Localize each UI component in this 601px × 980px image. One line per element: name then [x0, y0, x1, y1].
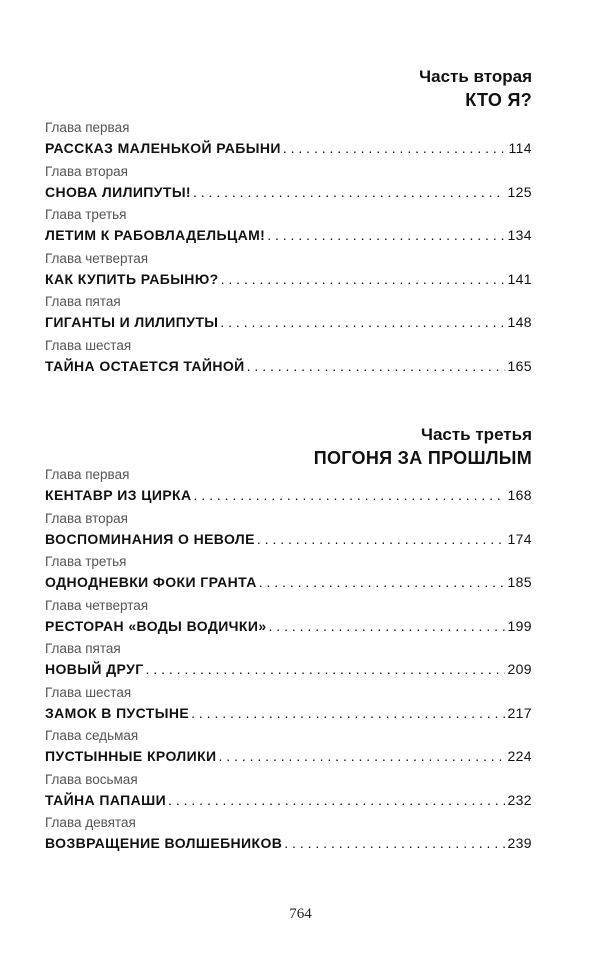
- chapter-label: Глава третья: [45, 554, 127, 569]
- chapter-title: ТАЙНА ПАПАШИ: [45, 791, 167, 808]
- chapter-line: [45, 571, 532, 593]
- chapter-title: ВОЗВРАЩЕНИЕ ВОЛШЕБНИКОВ: [45, 835, 283, 851]
- chapter-line: [45, 224, 532, 246]
- chapter-title: НОВЫЙ ДРУГ: [45, 661, 144, 677]
- toc-entry[interactable]: [45, 118, 532, 162]
- toc-entry[interactable]: [45, 813, 532, 857]
- chapter-page: 185: [507, 574, 532, 590]
- chapter-page: 165: [507, 357, 532, 374]
- chapter-title: ВОСПОМИНАНИЯ О НЕВОЛЕ: [45, 530, 255, 547]
- part-header: [45, 66, 532, 112]
- dot-leader: [257, 528, 506, 550]
- part-title: КТО Я?: [465, 90, 532, 110]
- chapter-page: 114: [508, 140, 532, 156]
- dot-leader: [267, 224, 505, 246]
- chapter-label: Глава пятая: [45, 641, 121, 656]
- chapter-title: ОДНОДНЕВКИ ФОКИ ГРАНТА: [45, 574, 257, 590]
- part-header: [45, 424, 532, 470]
- chapter-label: Глава пятая: [45, 294, 121, 309]
- chapter-label: Глава седьмая: [45, 728, 139, 743]
- chapter-page: 168: [507, 487, 532, 503]
- chapter-page: 209: [507, 661, 532, 677]
- dot-leader: [220, 311, 505, 333]
- chapter-line: [45, 615, 532, 637]
- toc-entry[interactable]: [45, 205, 532, 249]
- chapter-page: 134: [507, 227, 532, 243]
- dot-leader: [194, 484, 506, 506]
- chapter-list: [45, 465, 532, 857]
- chapter-label: Глава четвертая: [45, 250, 149, 266]
- chapter-title: КЕНТАВР ИЗ ЦИРКА: [45, 487, 192, 503]
- toc-entry[interactable]: [45, 465, 532, 509]
- chapter-list: [45, 118, 532, 379]
- toc-entry[interactable]: [45, 292, 532, 336]
- chapter-title: ПУСТЫННЫЕ КРОЛИКИ: [45, 748, 217, 764]
- part-two-section: [45, 66, 532, 374]
- chapter-page: 148: [507, 314, 532, 330]
- dot-leader: [146, 658, 506, 680]
- chapter-line: [45, 311, 532, 333]
- dot-leader: [283, 137, 507, 159]
- chapter-title: ЛЕТИМ К РАБОВЛАДЕЛЬЦАМ!: [45, 227, 266, 243]
- part-title: ПОГОНЯ ЗА ПРОШЛЫМ: [313, 448, 532, 468]
- toc-entry[interactable]: [45, 726, 532, 770]
- page-number: 764: [289, 906, 312, 922]
- chapter-label: Глава шестая: [45, 684, 132, 700]
- chapter-line: [45, 702, 532, 724]
- part-three-section: [45, 424, 532, 851]
- chapter-line: [45, 137, 532, 159]
- dot-leader: [218, 745, 505, 767]
- chapter-page: 141: [507, 270, 532, 287]
- chapter-label: Глава шестая: [45, 337, 132, 353]
- chapter-label: Глава восьмая: [45, 771, 138, 787]
- chapter-line: [45, 484, 532, 506]
- chapter-line: [45, 268, 532, 290]
- chapter-label: Глава девятая: [45, 815, 136, 830]
- chapter-page: 239: [507, 835, 532, 851]
- toc-entry[interactable]: [45, 552, 532, 596]
- toc-entry[interactable]: [45, 770, 532, 814]
- chapter-title: КАК КУПИТЬ РАБЫНЮ?: [45, 270, 219, 287]
- toc-entry[interactable]: [45, 509, 532, 553]
- chapter-label: Глава четвертая: [45, 597, 149, 613]
- chapter-title: ГИГАНТЫ И ЛИЛИПУТЫ: [45, 314, 219, 330]
- chapter-page: 174: [507, 530, 532, 547]
- dot-leader: [193, 181, 505, 203]
- toc-entry[interactable]: [45, 683, 532, 727]
- chapter-label: Глава вторая: [45, 510, 128, 526]
- chapter-page: 199: [507, 617, 532, 634]
- chapter-line: [45, 745, 532, 767]
- chapter-line: [45, 832, 532, 854]
- chapter-label: Глава третья: [45, 207, 127, 222]
- toc-entry[interactable]: [45, 162, 532, 206]
- part-label: Часть вторая: [419, 67, 532, 86]
- dot-leader: [191, 702, 505, 724]
- chapter-page: 224: [507, 748, 532, 764]
- chapter-line: [45, 528, 532, 550]
- toc-entry[interactable]: [45, 639, 532, 683]
- chapter-label: Глава вторая: [45, 163, 128, 179]
- chapter-label: Глава первая: [45, 467, 130, 482]
- chapter-page: 217: [507, 704, 532, 721]
- dot-leader: [247, 355, 506, 377]
- dot-leader: [168, 789, 505, 811]
- part-label: Часть третья: [421, 425, 532, 444]
- chapter-title: РЕСТОРАН «ВОДЫ ВОДИЧКИ»: [45, 617, 267, 634]
- toc-entry[interactable]: [45, 336, 532, 380]
- dot-leader: [269, 615, 506, 637]
- chapter-line: [45, 355, 532, 377]
- chapter-title: ТАЙНА ОСТАЕТСЯ ТАЙНОЙ: [45, 357, 245, 374]
- chapter-page: 125: [507, 183, 532, 200]
- chapter-title: ЗАМОК В ПУСТЫНЕ: [45, 704, 190, 721]
- dot-leader: [284, 832, 505, 854]
- dot-leader: [259, 571, 506, 593]
- chapter-line: [45, 789, 532, 811]
- chapter-page: 232: [507, 791, 532, 808]
- chapter-label: Глава первая: [45, 120, 130, 135]
- toc-entry[interactable]: [45, 596, 532, 640]
- chapter-line: [45, 658, 532, 680]
- chapter-title: СНОВА ЛИЛИПУТЫ!: [45, 183, 191, 200]
- chapter-line: [45, 181, 532, 203]
- dot-leader: [221, 268, 506, 290]
- chapter-title: РАССКАЗ МАЛЕНЬКОЙ РАБЫНИ: [45, 140, 281, 156]
- toc-entry[interactable]: [45, 249, 532, 293]
